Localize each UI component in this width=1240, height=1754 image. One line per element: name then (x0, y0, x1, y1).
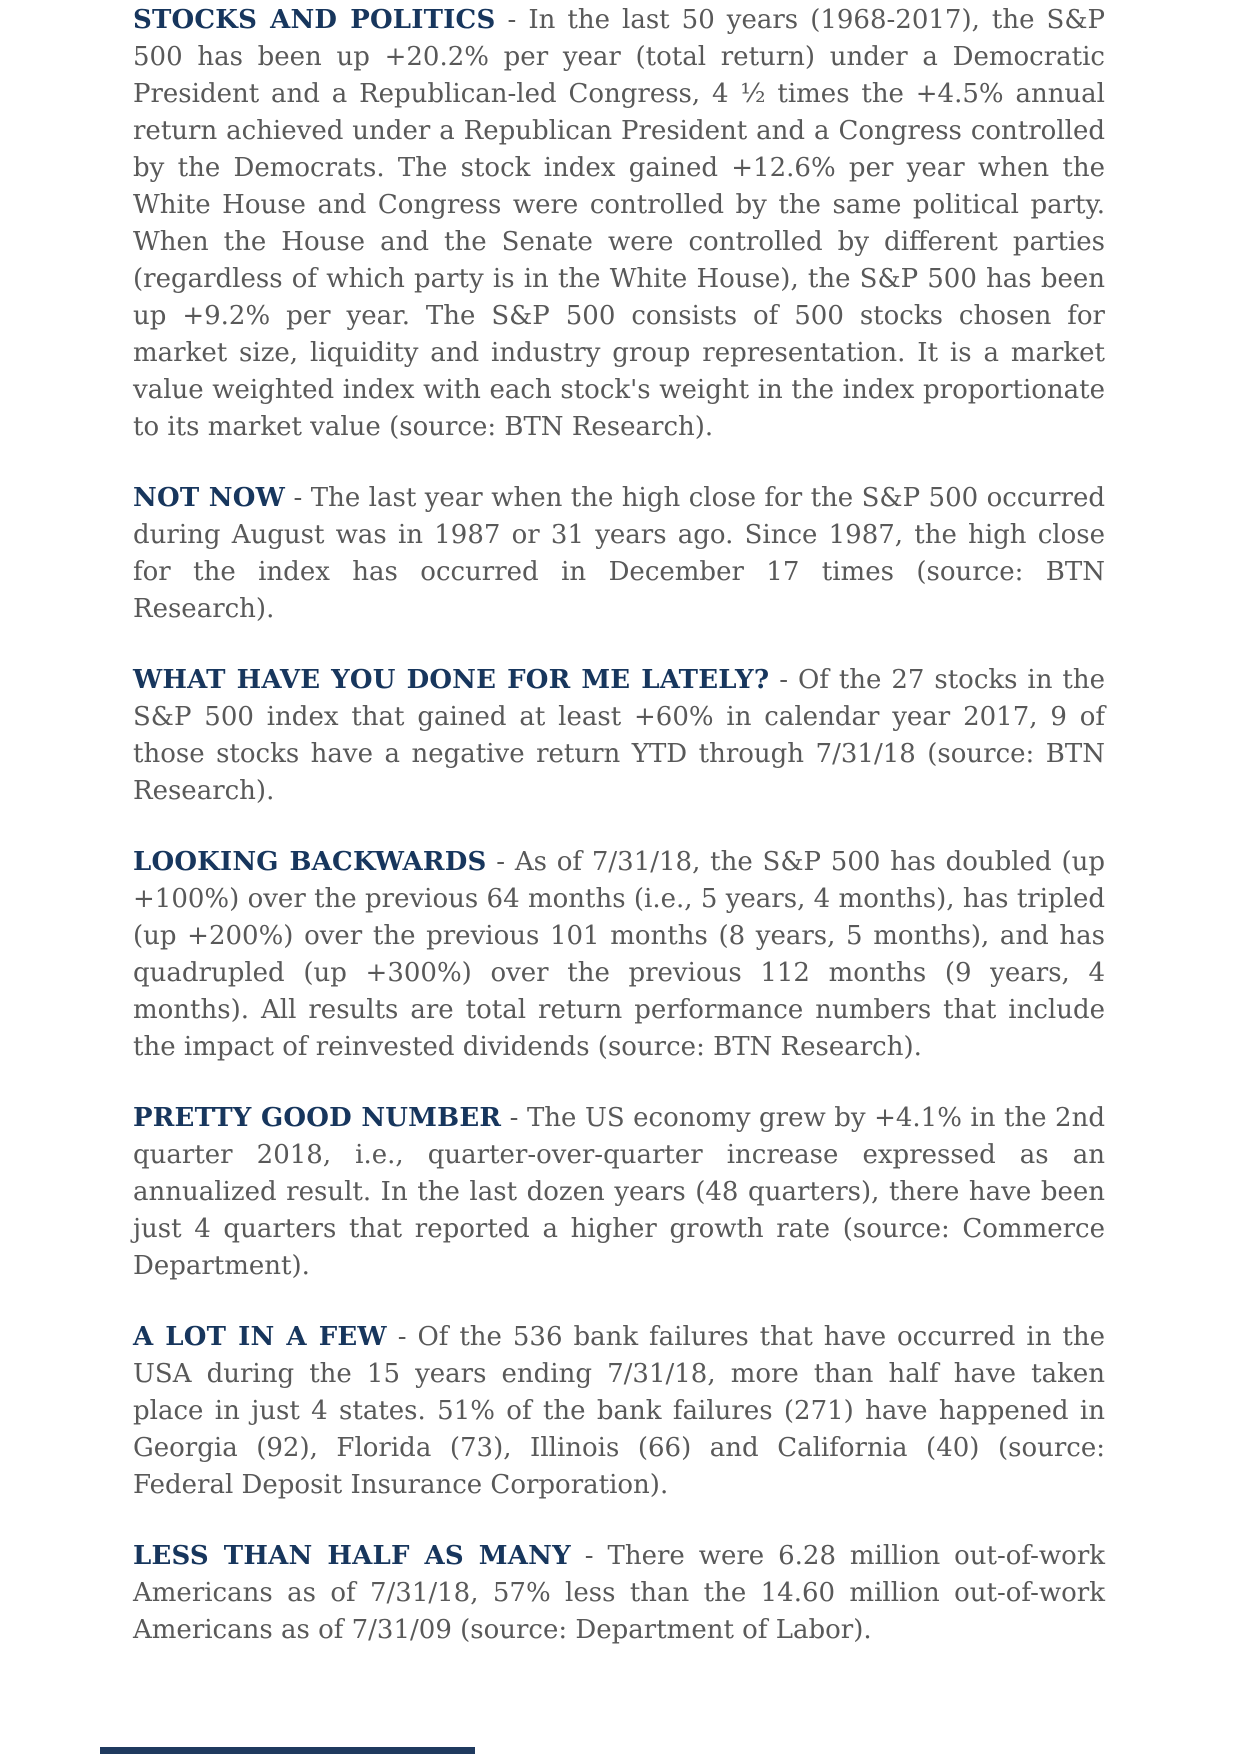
paragraph-body: - The US economy grew by +4.1% in the 2nd quarter 2018, i.e., quarter-over-quarter increase expressed as an annualized result. In the last dozen years (48 quarters), there have been just 4 quarters that reported a higher growth rate (source: Commerce Department). (133, 1103, 1105, 1281)
paragraph-body: - As of 7/31/18, the S&P 500 has doubled (up +100%) over the previous 64 months (i.e., 5 years, 4 months), has tripled (up +200%) over the previous 101 months (8 years, 5 months), and has quadrupled (up +300%) over the previous 112 months (9 years, 4 months). All results are total return performance numbers that include the impact of reinvested dividends (source: BTN Research). (133, 847, 1105, 1062)
paragraph (133, 1538, 1105, 1649)
paragraph-heading: LOOKING BACKWARDS (133, 847, 487, 877)
paragraph-heading: LESS THAN HALF AS MANY (133, 1541, 571, 1571)
paragraph (133, 480, 1105, 628)
paragraph-body: - Of the 536 bank failures that have occurred in the USA during the 15 years ending 7/31/18, more than half have taken place in just 4 states. 51% of the bank failures (271) have happened in Georgia (92), Florida (73), Illinois (66) and California (40) (source: Federal Deposit Insurance Corporation). (133, 1322, 1105, 1500)
paragraph-body: - There were 6.28 million out-of-work Americans as of 7/31/18, 57% less than the 14.60 million out-of-work Americans as of 7/31/09 (source: Department of Labor). (133, 1541, 1105, 1645)
paragraph (133, 1100, 1105, 1285)
paragraph-heading: A LOT IN A FEW (133, 1322, 387, 1352)
paragraph-body: - The last year when the high close for the S&P 500 occurred during August was in 1987 or 31 years ago. Since 1987, the high close for the index has occurred in December 17 times (source: BTN Research). (133, 483, 1106, 624)
paragraph-body: - Of the 27 stocks in the S&P 500 index that gained at least +60% in calendar year 2017, 9 of those stocks have a negative return YTD through 7/31/18 (source: BTN Research). (133, 665, 1105, 806)
paragraph-heading: WHAT HAVE YOU DONE FOR ME LATELY? (133, 665, 770, 695)
paragraph (133, 2, 1105, 446)
paragraph (133, 1319, 1105, 1504)
text-block (133, 2, 1105, 1649)
cutoff-next-heading-bar (100, 1747, 475, 1754)
paragraph (133, 844, 1105, 1066)
paragraph-body: - In the last 50 years (1968-2017), the S&P 500 has been up +20.2% per year (total return) under a Democratic President and a Republican-led Congress, 4 ½ times the +4.5% annual return achieved under a Republican President and a Congress controlled by the Democrats. The stock index gained +12.6% per year when the White House and Congress were controlled by the same political party. When the House and the Senate were controlled by different parties (regardless of which party is in the White House), the S&P 500 has been up +9.2% per year. The S&P 500 consists of 500 stocks chosen for market size, liquidity and industry group representation. It is a market value weighted index with each stock's weight in the index proportionate to its market value (source: BTN Research). (133, 5, 1105, 442)
paragraph-heading: PRETTY GOOD NUMBER (133, 1103, 502, 1133)
paragraph-heading: STOCKS AND POLITICS (133, 5, 496, 35)
paragraph-heading: NOT NOW (133, 483, 286, 513)
paragraph (133, 662, 1105, 810)
